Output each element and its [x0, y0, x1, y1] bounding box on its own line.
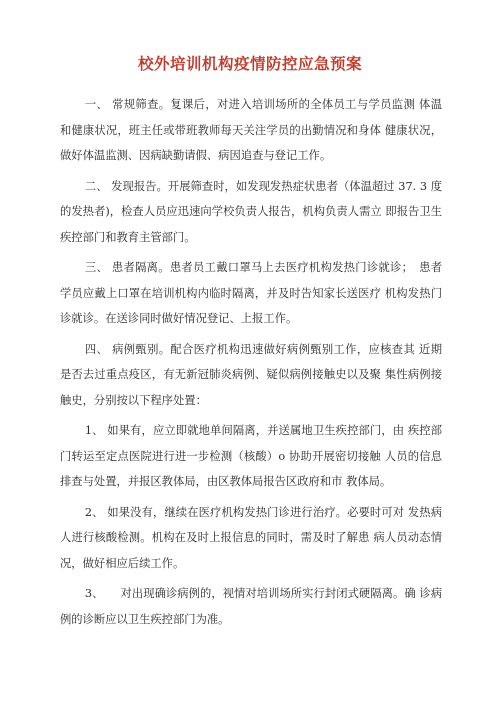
paragraph-case-screening: 四、 病例甄别。配合医疗机构迅速做好病例甄别工作，应核查其 近期是否去过重点疫区，有无新冠肺炎病例、疑似病例接触史以及聚 集性病例接触史，分别按以下程序处置：: [60, 342, 442, 407]
paragraph-patient-isolation: 三、 患者隔离。患者员工戴口罩马上去医疗机构发热门诊就诊； 患者学员应戴上口罩在培训机构内临时隔离，并及时告知家长送医疗 机构发热门诊就诊。在送诊同时做好情况登记、上报工作。: [60, 261, 442, 325]
paragraph-item-1: 1、 如果有，应立即就地单间隔离，并送属地卫生疾控部门，由 疾控部门转运至定点医院进行进一步检测（核酸）o 协助开展密切接触 人员的信息排查与处置，并报区教体局，由区教体局报告区政府和市 教体局。: [60, 424, 442, 488]
paragraph-item-3: 3、 对出现确诊病例的，视情对培训场所实行封闭式硬隔离。确 诊病例的诊断应以卫生疾控部门为准。: [60, 587, 442, 626]
paragraph-discovery-report: 二、 发现报告。开展筛查时，如发现发热症状患者（体温超过 37. 3 度的发热者)，检查人员应迅速向学校负责人报告，机构负责人需立 即报告卫生疾控部门和教育主管部门。: [60, 179, 442, 244]
document-body: [60, 92, 442, 637]
document-title: 校外培训机构疫情防控应急预案: [137, 55, 362, 73]
paragraph-item-2: 2、 如果没有，继续在医疗机构发热门诊进行治疗。必要时可对 发热病人进行核酸检测。机构在及时上报信息的同时，需及时了解患 病人员动态情况，做好相应后续工作。: [60, 505, 442, 570]
paragraph-routine-screening: 一、 常规筛查。复课后，对进入培训场所的全体员工与学员监测 体温和健康状况，班主任或带班教师每天关注学员的出勤情况和身体 健康状况，做好体温监测、因病缺勤请假、病因追查与登记工作。: [60, 98, 442, 162]
